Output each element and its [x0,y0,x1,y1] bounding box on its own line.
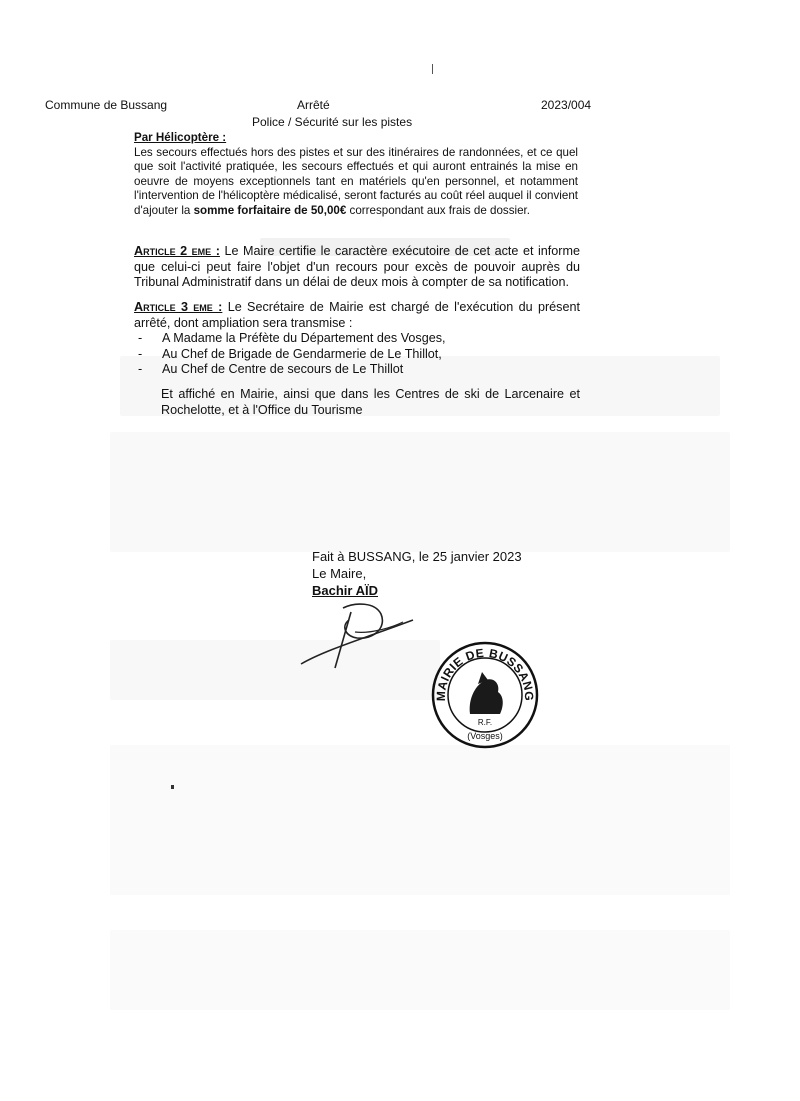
mayor-title: Le Maire, [312,566,367,581]
reference-number: 2023/004 [541,98,592,112]
mayor-name [312,583,378,599]
mairie-stamp [430,640,540,750]
place-and-date: Fait à BUSSANG, le 25 janvier 2023 [312,549,522,564]
helicopter-heading [134,131,226,145]
article-2 [134,244,580,291]
scan-speck [171,785,174,789]
helicopter-text-end: correspondant aux frais de dossier. [346,203,530,217]
article-2-label: Article 2 eme : [134,244,220,258]
article-3-label: Article 3 eme : [134,300,223,314]
article-2-text: Le Maire certifie le caractère exécutoire de cet acte et informe que celui-ci peut faire l'objet d'un recours pour excès de pouvoir auprès du Tribunal Administratif dans un délai de deux mois à compter de sa notification. [134,244,580,289]
display-notice: Et affiché en Mairie, ainsi que dans les Centres de ski de Larcenaire et Rochelotte, et à l'Office du Tourisme [161,387,580,417]
list-item: - Au Chef de Brigade de Gendarmerie de Le Thillot, [134,347,574,363]
helicopter-paragraph [134,146,578,218]
bleed-through-block [110,745,730,895]
article-3 [134,300,580,331]
helicopter-text: Les secours effectués hors des pistes et sur des itinéraires de randonnées, et ce quel que soit l'activité pratiquée, les secours effectués et qui auront entrainés la mise en oeuvre de moyens exceptionnels tant en matériels qu'en personnel, et notamment l'intervention de l'hélicoptère médicalisé, seront facturés au coût réel auquel il convient d'ajouter la [134,146,578,217]
bleed-through-block [110,930,730,1010]
document-type: Arrêté [297,98,330,112]
list-item: - Au Chef de Centre de secours de Le Thillot [134,362,574,378]
stamp-top-text: MAIRIE DE BUSSANG [433,645,537,702]
bleed-through-block [110,432,730,552]
mayor-name-text: Bachir AÏD [312,583,378,598]
list-item: - A Madame la Préfète du Département des Vosges, [134,331,574,347]
recipient-list [134,331,574,378]
helicopter-heading-text: Par Hélicoptère : [134,131,227,144]
stamp-rf: R.F. [477,718,493,727]
commune-name: Commune de Bussang [45,98,168,112]
helicopter-fee: somme forfaitaire de 50,00€ [193,203,347,217]
article-3-text: Le Secrétaire de Mairie est chargé de l'exécution du présent arrêté, dont ampliation sera transmise : [134,300,580,330]
handwritten-signature [295,598,435,678]
scan-speck [432,64,433,74]
stamp-bottom-text: (Vosges) [467,731,503,741]
document-subject: Police / Sécurité sur les pistes [252,115,413,129]
